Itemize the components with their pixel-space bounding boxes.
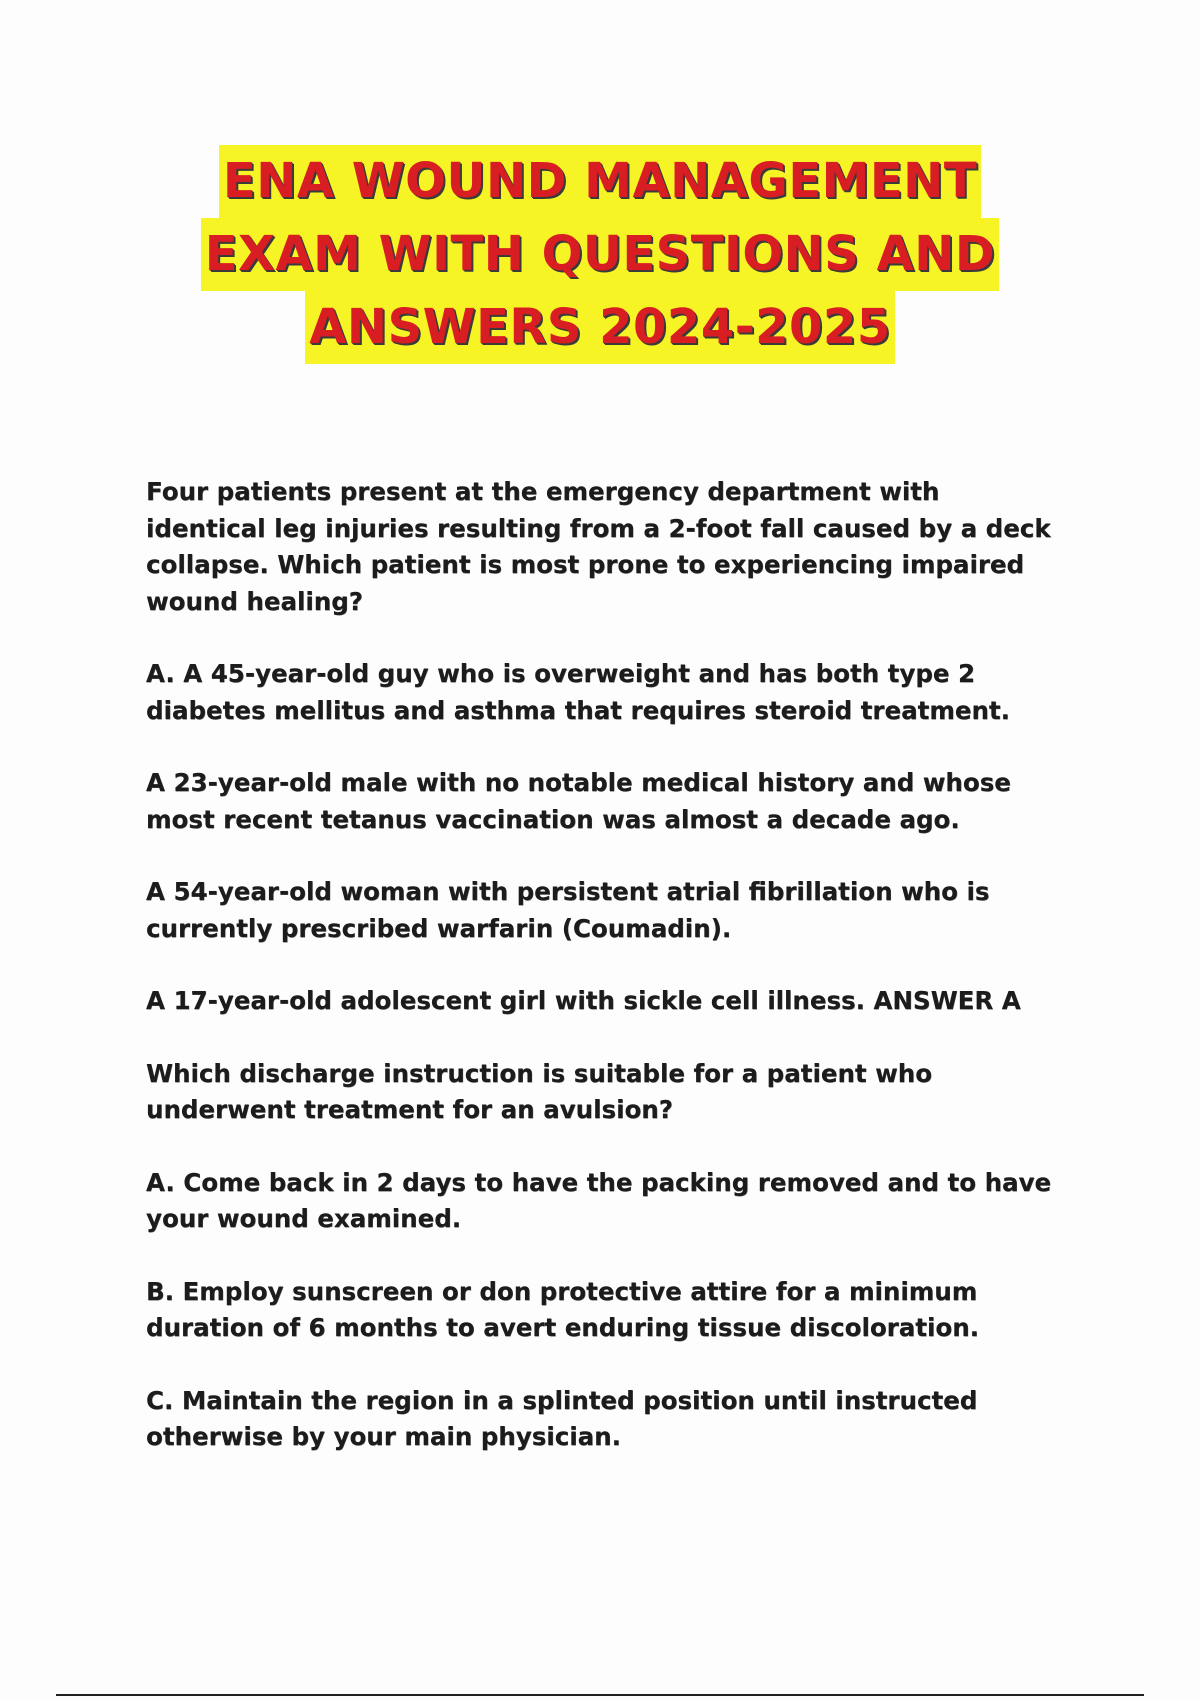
question-2-option: A. Come back in 2 days to have the packing removed and to have your wound examined. — [146, 1167, 1052, 1233]
document-title — [0, 145, 1200, 364]
question-1-option: A 23-year-old male with no notable medical history and whose most recent tetanus vaccination was almost a decade ago. — [146, 768, 1011, 834]
question-1-option: A. A 45-year-old guy who is overweight and has both type 2 diabetes mellitus and asthma that requires steroid treatment. — [146, 659, 1010, 725]
title-line: EXAM WITH QUESTIONS AND — [201, 218, 1000, 291]
question-1-stem: Four patients present at the emergency department with identical leg injuries resulting from a 2-foot fall caused by a deck collapse. Which patient is most prone to experiencing impaired wound healing? — [146, 477, 1051, 616]
question-2-stem: Which discharge instruction is suitable for a patient who underwent treatment for an avulsion? — [146, 1058, 933, 1124]
document-body — [146, 474, 1066, 1492]
question-1-option: A 54-year-old woman with persistent atrial fibrillation who is currently prescribed warfarin (Coumadin). — [146, 877, 990, 943]
title-line: ANSWERS 2024-2025 — [305, 291, 894, 364]
question-1-option-with-answer: A 17-year-old adolescent girl with sickle cell illness. ANSWER A — [146, 986, 1021, 1015]
page-bottom-divider — [56, 1694, 1144, 1696]
question-2-option: C. Maintain the region in a splinted position until instructed otherwise by your main physician. — [146, 1385, 978, 1451]
title-line: ENA WOUND MANAGEMENT — [219, 145, 981, 218]
question-2-option: B. Employ sunscreen or don protective attire for a minimum duration of 6 months to avert enduring tissue discoloration. — [146, 1276, 979, 1342]
